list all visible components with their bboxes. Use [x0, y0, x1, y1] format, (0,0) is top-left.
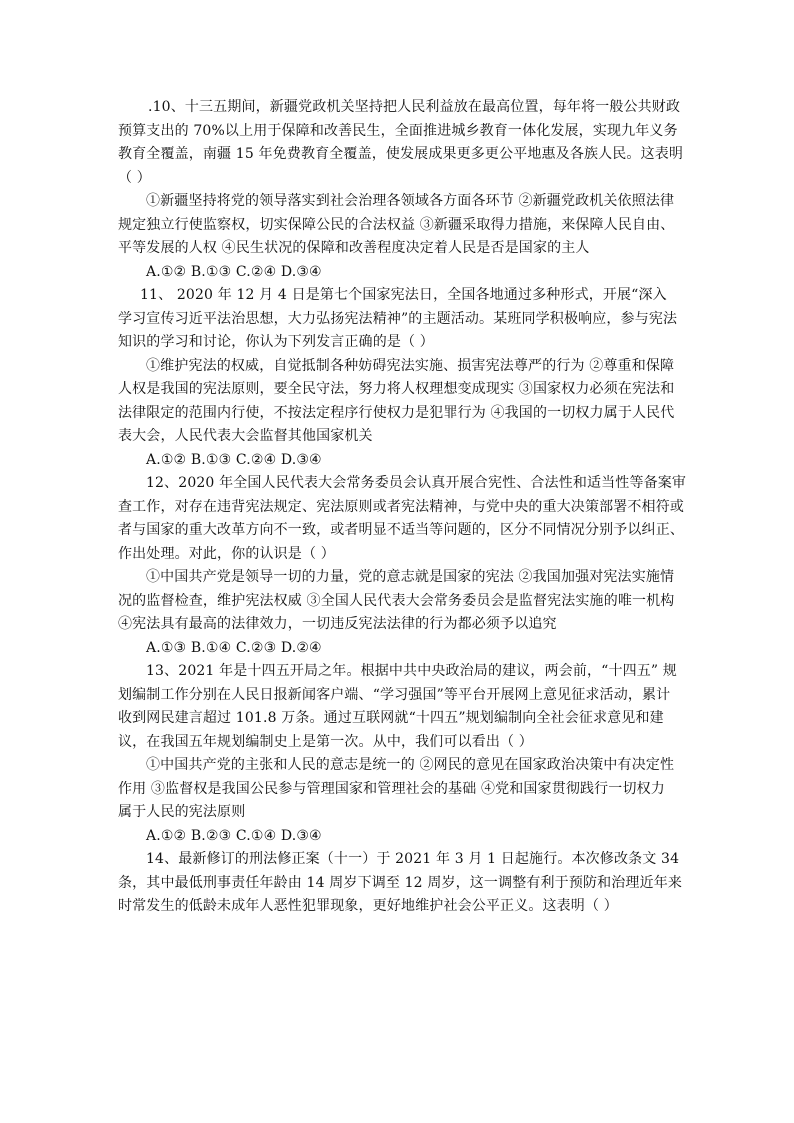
question-12-statement-line-1: ①中国共产党是领导一切的力量，党的意志就是国家的宪法 ②我国加强对宪法实施情 — [146, 569, 675, 585]
question-11-options: A.①② B.①③ C.②④ D.③④ — [146, 451, 322, 468]
question-13-stem-line-2: 划编制工作分别在人民日报新闻客户端、“学习强国”等平台开展网上意见征求活动，累计 — [118, 686, 671, 703]
question-11-statement-line-4: 表大会，人民代表大会监督其他国家机关 — [118, 428, 373, 444]
question-13-stem-line-3: 收到网民建言超过 101.8 万条。通过互联网就“十四五”规划编制向全社会征求意见和建 — [118, 710, 664, 726]
question-13-stem-line-4: 议，在我国五年规划编制史上是第一次。从中，我们可以看出（ ） — [118, 733, 533, 750]
question-10-statement-line-3: 平等发展的人权 ④民生状况的保障和改善程度决定着人民是否是国家的主人 — [118, 240, 590, 256]
question-13 — [118, 660, 677, 848]
question-12-stem-line-1: 12、2020 年全国人民代表大会常务委员会认真开展合宪性、合法性和适当性等备案审 — [146, 475, 687, 491]
question-10-stem-line-1: .10、十三五期间，新疆党政机关坚持把人民利益放在最高位置，每年将一般公共财政 — [148, 99, 681, 115]
question-13-statement-line-1: ①中国共产党的主张和人民的意志是统一的 ②网民的意见在国家政治决策中有决定性 — [146, 757, 675, 773]
question-14-stem-line-2: 条，其中最低刑事责任年龄由 14 周岁下调至 12 周岁，这一调整有利于预防和治理近年来 — [118, 874, 683, 891]
question-11-stem-line-3: 知识的学习和讨论，你认为下列发言正确的是（ ） — [118, 334, 434, 350]
question-13-options: A.①② B.②③ C.①④ D.③④ — [146, 827, 322, 844]
question-10 — [118, 96, 684, 284]
question-12-statement-line-2: 况的监督检查，维护宪法权威 ③全国人民代表大会常务委员会是监督宪法实施的唯一机构 — [118, 592, 675, 609]
question-12-options: A.①③ B.①④ C.②③ D.②④ — [146, 639, 322, 656]
question-11-statement-line-1: ①维护宪法的权威，自觉抵制各种妨碍宪法实施、损害宪法尊严的行为 ②尊重和保障 — [146, 357, 675, 374]
question-10-stem-line-2: 预算支出的 70%以上用于保障和改善民生，全面推进城乡教育一体化发展，实现九年义务 — [118, 122, 678, 139]
question-13-stem-line-1: 13、2021 年是十四五开局之年。根据中共中央政治局的建议，两会前，“十四五” 规 — [146, 663, 677, 679]
question-12 — [118, 472, 687, 660]
question-11-stem-line-1: 11、 2020 年 12 月 4 日是第七个国家宪法日，全国各地通过多种形式，开展“深入 — [140, 287, 667, 303]
question-14-stem-line-3: 时常发生的低龄未成年人恶性犯罪现象，更好地维护社会公平正义。这表明（ ） — [118, 898, 618, 914]
question-10-statement-line-1: ①新疆坚持将党的领导落实到社会治理各领域各方面各环节 ②新疆党政机关依照法律 — [146, 193, 675, 209]
question-13-statement-line-2: 作用 ③监督权是我国公民参与管理国家和管理社会的基础 ④党和国家贯彻践行一切权力 — [118, 780, 665, 797]
question-11-statement-line-3: 法律限定的范围内行使，不按法定程序行使权力是犯罪行为 ④我国的一切权力属于人民代 — [118, 404, 675, 421]
question-10-stem-line-4: （ ） — [118, 169, 151, 186]
question-13-statement-line-3: 属于人民的宪法原则 — [118, 804, 246, 820]
question-10-stem-line-3: 教育全覆盖，南疆 15 年免费教育全覆盖，使发展成果更多更公平地惠及各族人民。这表明 — [118, 146, 684, 162]
question-10-options: A.①② B.①③ C.②④ D.③④ — [146, 263, 322, 280]
question-11-statement-line-2: 人权是我国的宪法原则，要全民守法，努力将人权理想变成现实 ③国家权力必须在宪法和 — [118, 381, 675, 397]
question-11-stem-line-2: 学习宣传习近平法治思想，大力弘扬宪法精神”的主题活动。某班同学积极响应，参与宪法 — [118, 310, 678, 327]
question-14 — [118, 848, 683, 919]
question-10-statement-line-2: 规定独立行使监察权，切实保障公民的合法权益 ③新疆采取得力措施，来保障人民自由、 — [118, 216, 675, 233]
question-12-statement-line-3: ④宪法具有最高的法律效力，一切违反宪法法律的行为都必须予以追究 — [118, 616, 557, 632]
question-14-stem-line-1: 14、最新修订的刑法修正案（十一）于 2021 年 3 月 1 日起施行。本次修改条文 34 — [146, 851, 680, 867]
question-12-stem-line-3: 者与国家的重大改革方向不一致，或者明显不适当等问题的，区分不同情况分别予以纠正、 — [118, 522, 684, 538]
question-11 — [118, 284, 678, 472]
question-12-stem-line-4: 作出处理。对此，你的认识是（ ） — [118, 545, 335, 562]
question-12-stem-line-2: 查工作，对存在违背宪法规定、宪法原则或者宪法精神，与党中央的重大决策部署不相符或 — [118, 498, 684, 515]
question-list — [118, 96, 687, 919]
